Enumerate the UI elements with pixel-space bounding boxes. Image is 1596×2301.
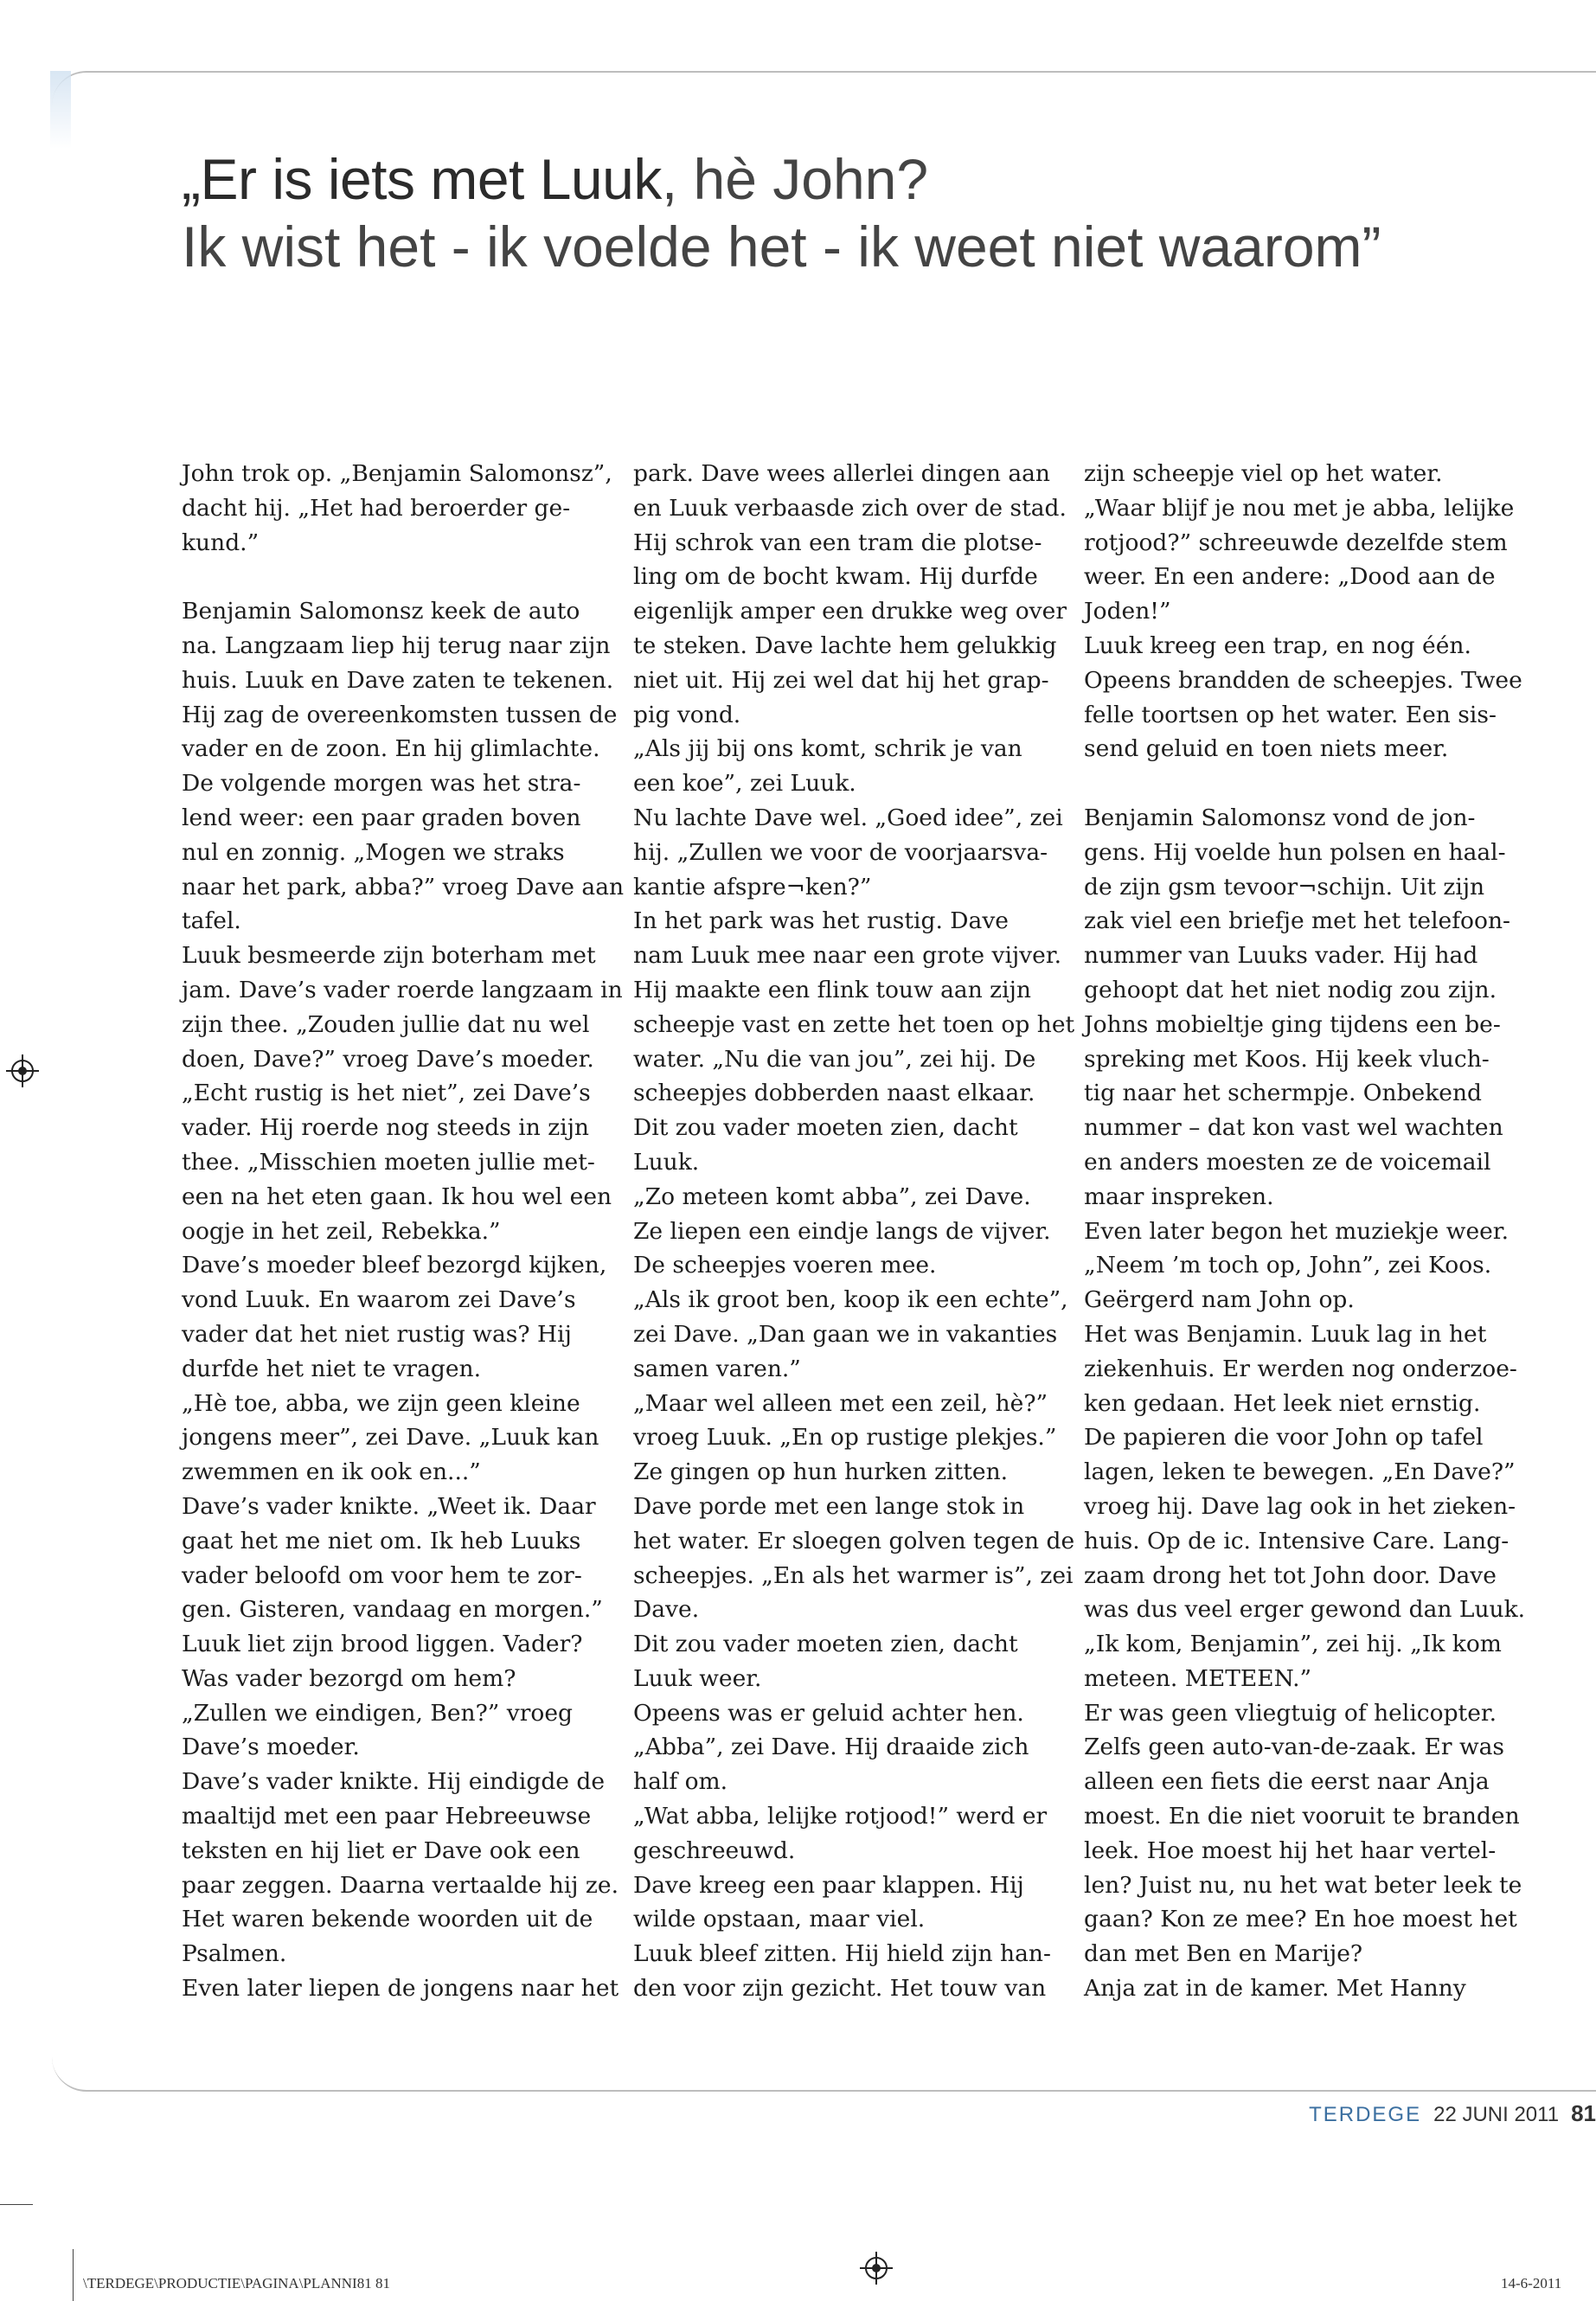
text-line: de zijn gsm tevoor¬schijn. Uit zijn — [1084, 873, 1485, 901]
text-line: water. „Nu die van jou”, zei hij. De — [633, 1045, 1036, 1073]
text-line: „Echt rustig is het niet”, zei Dave’s — [182, 1080, 591, 1107]
text-line: na. Langzaam liep hij terug naar zijn — [182, 631, 611, 659]
headline — [182, 145, 1479, 280]
text-line: gaat het me niet om. Ik heb Luuks — [182, 1527, 581, 1554]
text-line: Anja zat in de kamer. Met Hanny — [1084, 1975, 1466, 2003]
text-line: Joden!” — [1084, 598, 1171, 625]
text-line: vond Luuk. En waarom zei Dave’s — [182, 1286, 576, 1314]
text-line: half om. — [633, 1768, 728, 1796]
text-line: zei Dave. „Dan gaan we in vakanties — [633, 1320, 1058, 1348]
text-line: „Wat abba, lelijke rotjood!” werd er — [633, 1803, 1048, 1830]
text-line: vader beloofd om voor hem te zor- — [182, 1561, 582, 1589]
text-line: Hij zag de overeenkomsten tussen de — [182, 701, 618, 728]
text-line: „Waar blijf je nou met je abba, lelijke — [1084, 494, 1515, 522]
text-line: Opeens brandden de scheepjes. Twee — [1084, 666, 1522, 694]
text-line: Het waren bekende woorden uit de — [182, 1906, 593, 1933]
text-line: „Neem ’m toch op, John”, zei Koos. — [1084, 1252, 1492, 1279]
text-line: jam. Dave’s vader roerde langzaam in — [182, 976, 623, 1003]
text-column-1 — [182, 457, 625, 2006]
text-line: pig vond. — [633, 701, 741, 728]
registration-mark-icon — [11, 1060, 34, 1082]
text-line: Luuk weer. — [633, 1664, 762, 1692]
text-line: „Hè toe, abba, we zijn geen kleine — [182, 1389, 580, 1417]
text-line: tig naar het schermpje. Onbekend — [1084, 1080, 1482, 1107]
issue-date: 22 JUNI 2011 — [1433, 2103, 1560, 2126]
text-line: naar het park, abba?” vroeg Dave aan — [182, 873, 625, 901]
text-line: Was vader bezorgd om hem? — [182, 1664, 516, 1692]
text-line: Benjamin Salomonsz vond de jon- — [1084, 804, 1476, 831]
text-line: ken gedaan. Het leek niet ernstig. — [1084, 1389, 1481, 1417]
text-line: vroeg Luuk. „En op rustige plekjes.” — [633, 1424, 1057, 1452]
text-line: Ze liepen een eindje langs de vijver. — [633, 1217, 1051, 1245]
text-line: Dave’s moeder bleef bezorgd kijken, — [182, 1252, 607, 1279]
text-line: zaam drong het tot John door. Dave — [1084, 1561, 1497, 1589]
text-line: den voor zijn gezicht. Het touw van — [633, 1975, 1047, 2003]
text-line: De volgende morgen was het stra- — [182, 770, 581, 798]
text-line: leek. Hoe moest hij het haar vertel- — [1084, 1836, 1497, 1864]
page-frame-bottom — [52, 2050, 1596, 2092]
text-line: Benjamin Salomonsz keek de auto — [182, 598, 580, 625]
text-line: nummer – dat kon vast wel wachten — [1084, 1114, 1503, 1142]
text-line: De scheepjes voeren mee. — [633, 1252, 937, 1279]
text-line: te steken. Dave lachte hem gelukkig — [633, 631, 1057, 659]
text-line: durfde het niet te vragen. — [182, 1355, 482, 1382]
text-line: een na het eten gaan. Ik hou wel een — [182, 1183, 612, 1210]
text-line: Johns mobieltje ging tijdens een be- — [1084, 1010, 1501, 1038]
text-line: Dave’s moeder. — [182, 1734, 360, 1761]
text-line: en Luuk verbaasde zich over de stad. — [633, 494, 1067, 522]
text-line: was dus veel erger gewond dan Luuk. — [1084, 1596, 1526, 1624]
text-line: Luuk liet zijn brood liggen. Vader? — [182, 1631, 583, 1658]
text-line: Psalmen. — [182, 1940, 287, 1968]
text-line: nam Luuk mee naar een grote vijver. — [633, 942, 1061, 970]
text-line: teksten en hij liet er Dave ook een — [182, 1836, 580, 1864]
text-line: scheepje vast en zette het toen op het — [633, 1010, 1075, 1038]
text-line: weer. En een andere: „Dood aan de — [1084, 563, 1496, 591]
text-line: John trok op. „Benjamin Salomonsz”, — [182, 460, 612, 487]
text-line: maar inspreken. — [1084, 1183, 1274, 1210]
text-line: „Zullen we eindigen, Ben?” vroeg — [182, 1699, 573, 1727]
text-line: Luuk kreeg een trap, en nog één. — [1084, 631, 1471, 659]
text-line: kund.” — [182, 529, 260, 556]
text-line: hij. „Zullen we voor de voorjaarsva- — [633, 838, 1048, 866]
text-line: vader. Hij roerde nog steeds in zijn — [182, 1114, 589, 1142]
text-line: Luuk bleef zitten. Hij hield zijn han- — [633, 1940, 1051, 1968]
page-footer — [1309, 2100, 1596, 2127]
text-line: scheepjes dobberden naast elkaar. — [633, 1080, 1035, 1107]
registration-mark-icon — [865, 2257, 888, 2279]
text-line: In het park was het rustig. Dave — [633, 907, 1009, 935]
text-line: zijn scheepje viel op het water. — [1084, 460, 1443, 487]
text-line: alleen een fiets die eerst naar Anja — [1084, 1768, 1490, 1796]
text-line: Dave. — [633, 1596, 700, 1624]
text-line: oogje in het zeil, Rebekka.” — [182, 1217, 501, 1245]
text-line: moest. En die niet vooruit te branden — [1084, 1803, 1520, 1830]
text-line: vader en de zoon. En hij glimlachte. — [182, 735, 600, 763]
text-line: „Maar wel alleen met een zeil, hè?” — [633, 1389, 1048, 1417]
text-line: kantie afspre¬ken?” — [633, 873, 872, 901]
text-line: Geërgerd nam John op. — [1084, 1286, 1355, 1314]
text-line: nummer van Luuks vader. Hij had — [1084, 942, 1478, 970]
headline-bold: „Er is iets met Luuk — [182, 147, 662, 211]
text-line: wilde opstaan, maar viel. — [633, 1906, 926, 1933]
text-column-3 — [1084, 457, 1526, 2006]
text-line: nul en zonnig. „Mogen we straks — [182, 838, 565, 866]
text-line: niet uit. Hij zei wel dat hij het grap- — [633, 666, 1049, 694]
text-line: „Abba”, zei Dave. Hij draaide zich — [633, 1734, 1029, 1761]
magazine-name: TERDEGE — [1309, 2103, 1422, 2126]
corner-tab — [50, 71, 71, 149]
text-line: maaltijd met een paar Hebreeuwse — [182, 1803, 592, 1830]
text-line: Het was Benjamin. Luuk lag in het — [1084, 1320, 1487, 1348]
text-line: lend weer: een paar graden boven — [182, 804, 581, 831]
text-line: Hij maakte een flink touw aan zijn — [633, 976, 1031, 1003]
text-line: „Als jij bij ons komt, schrik je van — [633, 735, 1022, 763]
text-line: Dave porde met een lange stok in — [633, 1492, 1025, 1520]
text-line: send geluid en toen niets meer. — [1084, 735, 1449, 763]
text-line: Nu lachte Dave wel. „Goed idee”, zei — [633, 804, 1063, 831]
text-line: gehoopt dat het niet nodig zou zijn. — [1084, 976, 1497, 1003]
text-line: rotjood?” schreeuwde dezelfde stem — [1084, 529, 1508, 556]
text-line: dan met Ben en Marije? — [1084, 1940, 1363, 1968]
text-line: eigenlijk amper een drukke weg over — [633, 598, 1067, 625]
text-line: gaan? Kon ze mee? En hoe moest het — [1084, 1906, 1517, 1933]
text-line: Dave’s vader knikte. Hij eindigde de — [182, 1768, 606, 1796]
text-line: „Als ik groot ben, koop ik een echte”, — [633, 1286, 1068, 1314]
text-line: vader dat het niet rustig was? Hij — [182, 1320, 572, 1348]
text-column-2 — [633, 457, 1075, 2006]
text-line: doen, Dave?” vroeg Dave’s moeder. — [182, 1045, 594, 1073]
text-line: lagen, leken te bewegen. „En Dave?” — [1084, 1458, 1516, 1486]
text-line: park. Dave wees allerlei dingen aan — [633, 460, 1050, 487]
text-line: gen. Gisteren, vandaag en morgen.” — [182, 1596, 603, 1624]
text-line: Even later liepen de jongens naar het — [182, 1975, 619, 2003]
text-line: felle toortsen op het water. Een sis- — [1084, 701, 1497, 728]
headline-line-1 — [182, 145, 1479, 213]
text-line: Dit zou vader moeten zien, dacht — [633, 1114, 1018, 1142]
text-line: spreking met Koos. Hij keek vluch- — [1084, 1045, 1490, 1073]
text-line: tafel. — [182, 907, 241, 935]
text-line: Ze gingen op hun hurken zitten. — [633, 1458, 1009, 1486]
slug-path: \TERDEGE\PRODUCTIE\PAGINA\PLANNI81 81 — [83, 2275, 390, 2291]
text-line: huis. Luuk en Dave zaten te tekenen. — [182, 666, 614, 694]
text-line: Even later begon het muziekje weer. — [1084, 1217, 1509, 1245]
text-line: scheepjes. „En als het warmer is”, zei — [633, 1561, 1074, 1589]
text-line: zak viel een briefje met het telefoon- — [1084, 907, 1510, 935]
slug-date: 14-6-2011 — [1501, 2275, 1562, 2291]
crop-mark — [0, 2204, 33, 2205]
text-line: geschreeuwd. — [633, 1836, 796, 1864]
text-line: Zelfs geen auto-van-de-zaak. Er was — [1084, 1734, 1505, 1761]
text-line: „Ik kom, Benjamin”, zei hij. „Ik kom — [1084, 1631, 1502, 1658]
text-line: Hij schrok van een tram die plotse- — [633, 529, 1042, 556]
text-line: paar zeggen. Daarna vertaalde hij ze. — [182, 1871, 619, 1899]
text-line: Luuk. — [633, 1148, 700, 1176]
text-line: len? Juist nu, nu het wat beter leek te — [1084, 1871, 1522, 1899]
text-line: zwemmen en ik ook en...” — [182, 1458, 481, 1486]
text-line: een koe”, zei Luuk. — [633, 770, 856, 798]
text-line: meteen. METEEN.” — [1084, 1664, 1312, 1692]
page-number: 81 — [1571, 2100, 1596, 2126]
text-line: jongens meer”, zei Dave. „Luuk kan — [182, 1424, 599, 1452]
crop-mark — [73, 2249, 74, 2301]
text-line: ziekenhuis. Er werden nog onderzoe- — [1084, 1355, 1517, 1382]
text-line: samen varen.” — [633, 1355, 801, 1382]
text-line: gens. Hij voelde hun polsen en haal- — [1084, 838, 1506, 866]
text-line: Opeens was er geluid achter hen. — [633, 1699, 1024, 1727]
text-line: Dave kreeg een paar klappen. Hij — [633, 1871, 1024, 1899]
headline-line-2: Ik wist het - ik voelde het - ik weet niet waarom” — [182, 215, 1381, 279]
text-line: thee. „Misschien moeten jullie met- — [182, 1148, 595, 1176]
text-line: De papieren die voor John op tafel — [1084, 1424, 1484, 1452]
text-line: vroeg hij. Dave lag ook in het zieken- — [1084, 1492, 1516, 1520]
text-line: het water. Er sloegen golven tegen de — [633, 1527, 1075, 1554]
text-line: zijn thee. „Zouden jullie dat nu wel — [182, 1010, 590, 1038]
text-line: Dit zou vader moeten zien, dacht — [633, 1631, 1018, 1658]
text-line: huis. Op de ic. Intensive Care. Lang- — [1084, 1527, 1509, 1554]
text-line: dacht hij. „Het had beroerder ge- — [182, 494, 571, 522]
text-line: en anders moesten ze de voicemail — [1084, 1148, 1491, 1176]
headline-light: , hè John? — [661, 147, 929, 211]
text-line: „Zo meteen komt abba”, zei Dave. — [633, 1183, 1031, 1210]
text-line: Luuk besmeerde zijn boterham met — [182, 942, 596, 970]
text-line: Dave’s vader knikte. „Weet ik. Daar — [182, 1492, 596, 1520]
text-line: ling om de bocht kwam. Hij durfde — [633, 563, 1038, 591]
page-frame-top — [52, 71, 1596, 125]
text-line: Er was geen vliegtuig of helicopter. — [1084, 1699, 1497, 1727]
